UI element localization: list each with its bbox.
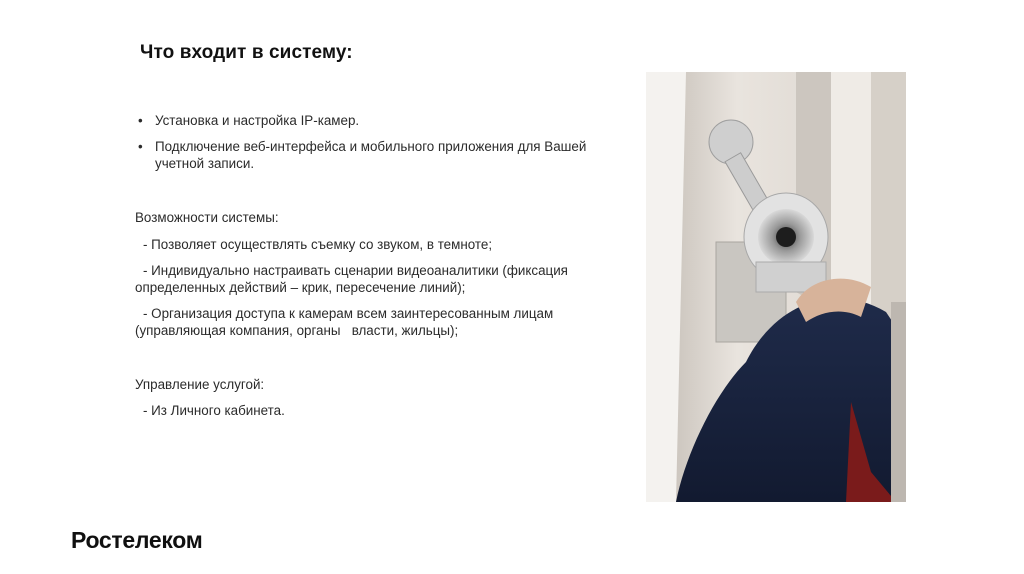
included-items-list: [135, 112, 605, 181]
slide-title: Что входит в систему:: [140, 42, 353, 63]
management-text: - Из Личного кабинета.: [143, 403, 285, 418]
photo-illustration: [646, 72, 906, 502]
list-item-text: Подключение веб-интерфейса и мобильного приложения для Вашей учетной записи.: [155, 139, 587, 171]
capability-text: - Индивидуально настраивать сценарии видеоаналитики (фиксация определенных действий – крик, пересечение линий);: [135, 263, 572, 295]
capability-line: [135, 305, 595, 339]
list-item-text: Установка и настройка IP-камер.: [155, 113, 360, 128]
management-line: [135, 402, 285, 419]
capability-text: - Организация доступа к камерам всем заинтересованным лицам (управляющая компания, органы власти, жильцы);: [135, 306, 557, 338]
list-item: [135, 112, 605, 129]
cctv-camera-installation-photo: [646, 72, 906, 502]
capabilities-heading: Возможности системы:: [135, 210, 279, 225]
list-item: [135, 138, 605, 172]
bullet-marker: •: [138, 113, 143, 128]
company-logo: Ростелеком: [71, 527, 203, 553]
management-heading: Управление услугой:: [135, 377, 265, 392]
capability-text: - Позволяет осуществлять съемку со звуком, в темноте;: [143, 237, 493, 252]
bullet-marker: •: [138, 139, 143, 154]
capability-line: [135, 262, 595, 296]
capability-line: [135, 236, 605, 253]
